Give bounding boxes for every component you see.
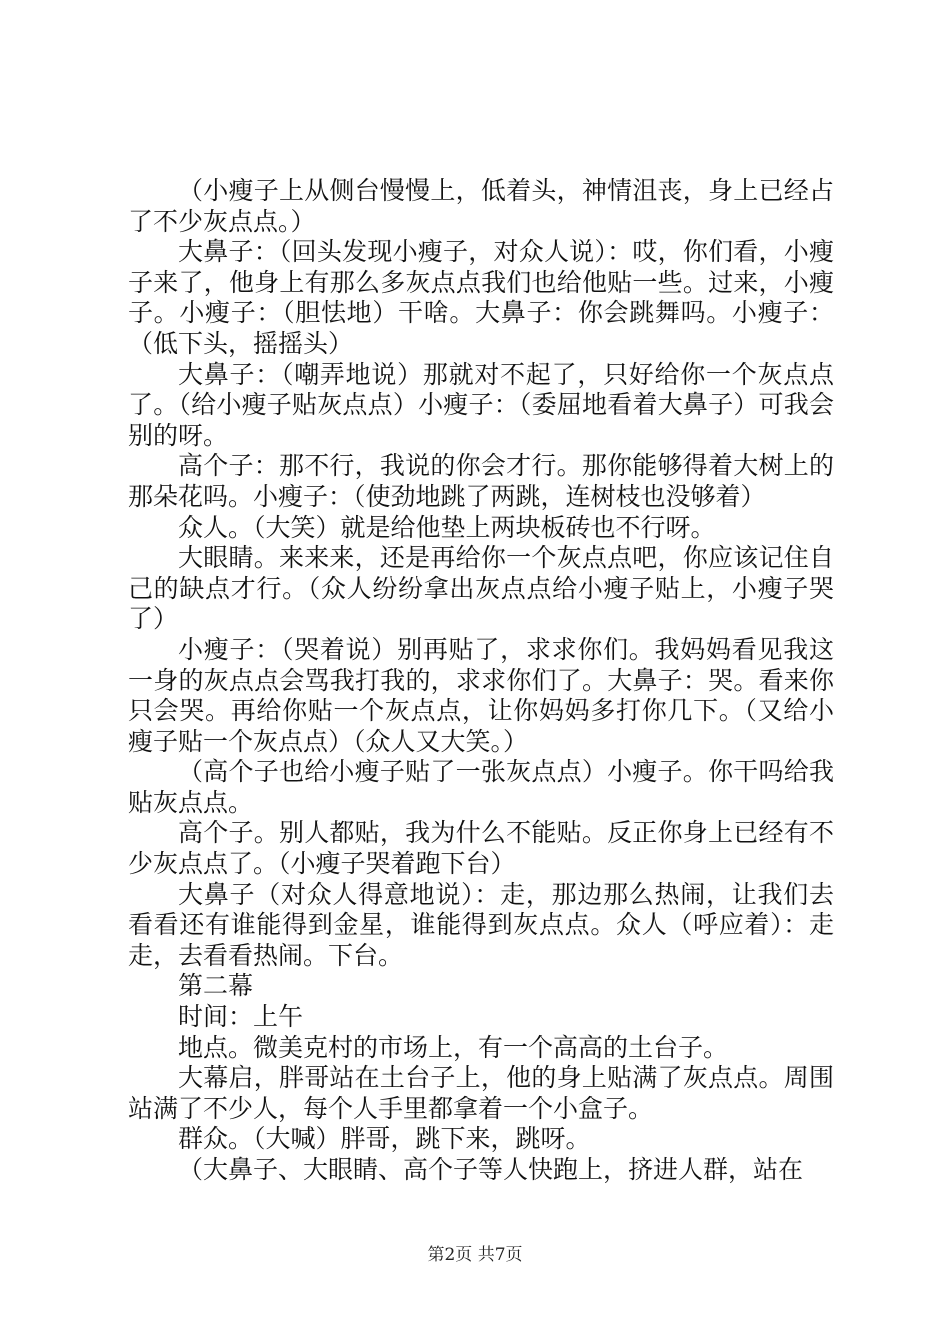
paragraph: 大眼睛。来来来，还是再给你一个灰点点吧，你应该记住自己的缺点才行。（众人纷纷拿出灰点点给小瘦子贴上，小瘦子哭了） [128, 543, 834, 634]
paragraph: 大幕启，胖哥站在土台子上，他的身上贴满了灰点点。周围站满了不少人，每个人手里都拿着一个小盒子。 [128, 1063, 834, 1123]
page-number-footer: 第2页 共7页 [427, 1245, 523, 1265]
paragraph: 小瘦子：（哭着说）别再贴了，求求你们。我妈妈看见我这一身的灰点点会骂我打我的，求求你们了。大鼻子：哭。看来你只会哭。再给你贴一个灰点点，让你妈妈多打你几下。（又给小瘦子贴一个灰点点）（众人又大笑。） [128, 634, 834, 756]
paragraph: （小瘦子上从侧台慢慢上，低着头，神情沮丧，身上已经占了不少灰点点。） [128, 176, 834, 236]
paragraph: 高个子。别人都贴，我为什么不能贴。反正你身上已经有不少灰点点了。（小瘦子哭着跑下台） [128, 818, 834, 879]
paragraph: 众人。（大笑）就是给他垫上两块板砖也不行呀。 [178, 512, 716, 542]
paragraph: （高个子也给小瘦子贴了一张灰点点）小瘦子。你干吗给我贴灰点点。 [128, 757, 834, 817]
act-heading: 第二幕 [178, 971, 254, 1001]
paragraph: 群众。（大喊）胖哥，跳下来，跳呀。 [178, 1124, 591, 1154]
scene-place: 地点。微美克村的市场上，有一个高高的土台子。 [178, 1032, 729, 1062]
paragraph: 大鼻子：（回头发现小瘦子，对众人说）：哎，你们看，小瘦子来了，他身上有那么多灰点点我们也给他贴一些。过来，小瘦子。小瘦子：（胆怯地）干啥。大鼻子：你会跳舞吗。小瘦子：（低下头，摇摇头） [128, 237, 834, 358]
document-body [128, 176, 834, 1186]
paragraph: 大鼻子（对众人得意地说）：走，那边那么热闹，让我们去看看还有谁能得到金星，谁能得到灰点点。众人（呼应着）：走走，去看看热闹。下台。 [128, 879, 834, 970]
paragraph: 大鼻子：（嘲弄地说）那就对不起了，只好给你一个灰点点了。（给小瘦子贴灰点点）小瘦子：（委屈地看着大鼻子）可我会别的呀。 [128, 359, 834, 450]
paragraph: 高个子：那不行，我说的你会才行。那你能够得着大树上的那朵花吗。小瘦子：（使劲地跳了两跳，连树枝也没够着） [128, 451, 834, 511]
paragraph: （大鼻子、大眼睛、高个子等人快跑上，挤进人群，站在 [178, 1155, 804, 1184]
scene-time: 时间：上午 [178, 1002, 304, 1032]
